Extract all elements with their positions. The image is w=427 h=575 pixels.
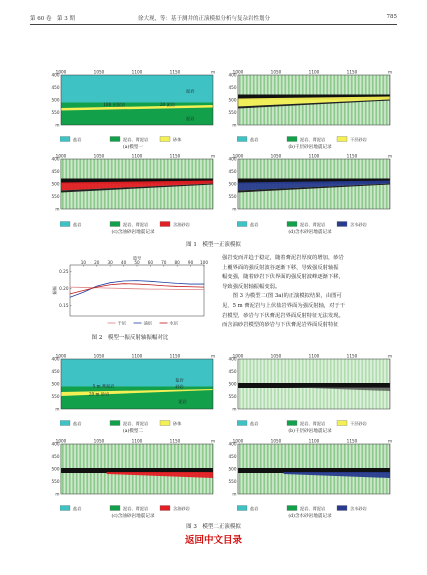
x-tick-label: 1150 [346, 153, 358, 159]
y-tick-label: m [55, 491, 60, 497]
legend-label: 盐岩 [73, 421, 82, 426]
fig3-b-svg [225, 352, 395, 416]
x-tick-label: 1050 [93, 153, 105, 159]
legend-svg [237, 504, 387, 512]
fig2-svg [50, 256, 210, 330]
legend-svg [237, 419, 387, 427]
legend-swatch [287, 137, 297, 142]
legend-swatch [237, 222, 247, 227]
fig3-caption-b: (b)干层砂岩地震记录 [288, 429, 332, 434]
legend-label: 泥岩、膏泥岩 [123, 421, 149, 426]
body-line: 导致强反射轴振幅变弱。 [222, 283, 281, 290]
y-tick-label: m [55, 206, 60, 212]
legend-swatch [60, 137, 70, 142]
x-tick-label: 1000 [232, 153, 244, 159]
x-tick-label: 1100 [308, 69, 320, 75]
fig1-legend-b [237, 135, 387, 143]
y-tick-label: 550 [228, 478, 237, 484]
legend-label: 干层砂岩 [350, 421, 367, 426]
x-tick-label: 70 [161, 259, 167, 265]
x-tick-label: 1000 [55, 153, 67, 159]
y-tick-label: 0.20 [59, 286, 69, 292]
x-tick-label: 1000 [232, 69, 244, 75]
fig1-legend-d [237, 220, 387, 228]
x-tick-label: m [387, 353, 393, 359]
legend-label: 含油砂岩 [173, 222, 190, 227]
legend-label: 盐岩 [73, 506, 82, 511]
x-tick-label: 1100 [131, 353, 143, 359]
legend-swatch [237, 421, 247, 426]
x-tick-label: 40 [120, 259, 127, 265]
y-tick-label: 500 [228, 97, 237, 103]
y-tick-label: 550 [51, 393, 60, 399]
x-tick-label: 20 [94, 259, 100, 265]
fig1-legend-c [60, 220, 210, 228]
model-layer-label: 20 泥岩 [159, 102, 175, 107]
legend-swatch [237, 137, 247, 142]
article-running-title: 徐大现，等：基于测井的正演模拟分析与复杂岩性划分 [138, 16, 271, 22]
legend-label: 油层 [143, 320, 152, 326]
legend-swatch [60, 421, 70, 426]
x-tick-label: 1050 [93, 438, 105, 444]
x-tick-label: 1150 [346, 438, 358, 444]
x-tick-label: 50 [134, 259, 140, 265]
legend-svg [237, 220, 387, 228]
x-tick-label: m [387, 438, 393, 444]
fig2-caption: 图 2 模型一振反射轴振幅对比 [91, 335, 169, 341]
fig1-a-svg [48, 68, 218, 132]
fig1-c-svg [48, 152, 218, 216]
legend-label: 盐岩 [250, 137, 259, 142]
journal-volume: 第 60 卷 第 3 期 [30, 16, 75, 22]
x-tick-label: 1100 [308, 438, 320, 444]
y-tick-label: 550 [51, 478, 60, 484]
legend-label: 泥岩、膏泥岩 [123, 137, 149, 142]
x-tick-label: 1050 [270, 438, 282, 444]
y-tick-label: 500 [228, 466, 237, 472]
y-tick-label: 450 [228, 453, 237, 459]
legend-label: 水层 [169, 320, 178, 326]
x-tick-label: 30 [107, 259, 113, 265]
y-tick-label: 550 [51, 109, 60, 115]
x-tick-label: 60 [147, 259, 154, 265]
model-layer-label: 泥岩 [186, 88, 195, 94]
legend-svg [60, 419, 210, 427]
back-to-contents-link[interactable]: 返回中文目录 [184, 535, 242, 546]
y-tick-label: 450 [51, 168, 60, 174]
fig1-b-svg [225, 68, 395, 132]
legend-svg [60, 504, 210, 512]
legend-swatch [160, 506, 170, 511]
fig3-caption-a: (a)模型二 [122, 429, 144, 434]
y-tick-label: m [232, 406, 237, 412]
legend-swatch [287, 222, 297, 227]
legend-label: 泥岩、膏泥岩 [300, 137, 326, 142]
fig3-legend-d [237, 504, 387, 512]
model-layer-label: 20 m 砂岩 [88, 391, 110, 397]
x-tick-label: m [210, 153, 216, 159]
fig1-caption-d: (d)含水砂岩地震记录 [288, 230, 332, 235]
model-layer-label: 泥岩 [178, 399, 187, 404]
page-number: 785 [386, 14, 397, 20]
x-tick-label: 1000 [232, 353, 244, 359]
x-tick-label: 1000 [232, 438, 244, 444]
y-tick-label: 400 [51, 156, 60, 162]
legend-swatch [110, 222, 120, 227]
y-tick-label: 550 [51, 193, 60, 199]
x-tick-label: m [387, 153, 393, 159]
y-tick-label: 400 [51, 356, 60, 362]
x-tick-label: 1100 [131, 69, 143, 75]
x-tick-label: 100 [200, 259, 208, 265]
legend-swatch [110, 421, 120, 426]
y-tick-label: 0.25 [59, 269, 69, 275]
legend-swatch [337, 137, 347, 142]
fig3-panel-b [225, 352, 395, 416]
y-tick-label: 400 [228, 441, 237, 447]
legend-swatch [287, 506, 297, 511]
fig3-caption-d: (d)含水砂岩地震记录 [288, 514, 332, 519]
y-tick-label: m [55, 406, 60, 412]
fig1-caption-a: (a)模型一 [122, 145, 144, 150]
header-rule [30, 24, 397, 25]
y-tick-label: 500 [228, 181, 237, 187]
y-tick-label: m [232, 122, 237, 128]
x-tick-label: 1150 [346, 69, 358, 75]
fig1-legend-a [60, 135, 210, 143]
fig3-legend-b [237, 419, 387, 427]
x-tick-label: 1050 [93, 353, 105, 359]
legend-swatch [160, 137, 170, 142]
y-tick-label: m [232, 491, 237, 497]
legend-label: 泥岩、膏泥岩 [300, 421, 326, 426]
x-tick-label: 1150 [169, 69, 181, 75]
y-tick-label: 450 [228, 368, 237, 374]
y-tick-label: 400 [51, 441, 60, 447]
fig1-caption-b: (b)干层砂岩地震记录 [288, 145, 332, 150]
y-axis-title: 振幅 [52, 286, 57, 295]
body-line: 见，5 m 膏泥岩与上伏盐岩界面为强反射轴，对于干 [222, 302, 345, 309]
x-tick-label: m [387, 69, 393, 75]
model-layer-label: 砂岩 [175, 384, 184, 389]
x-tick-label: m [210, 438, 216, 444]
fig3-panel-d [225, 437, 395, 501]
y-tick-label: 450 [51, 453, 60, 459]
y-tick-label: 450 [51, 368, 60, 374]
legend-swatch [337, 421, 347, 426]
fig3-panel-c [48, 437, 218, 501]
x-axis-title: 道号 [132, 256, 142, 261]
x-tick-label: 1100 [308, 153, 320, 159]
y-tick-label: 400 [228, 72, 237, 78]
legend-swatch [337, 506, 347, 511]
legend-swatch [160, 421, 170, 426]
y-tick-label: 450 [51, 84, 60, 90]
fig3-legend-a [60, 419, 210, 427]
body-text [222, 254, 397, 331]
y-tick-label: 500 [51, 466, 60, 472]
fig1-panel-b [225, 68, 395, 132]
body-line: 上覆界面的强反射波谷逐渐下移，导致强反射轴振 [222, 264, 339, 271]
x-tick-label: 1050 [270, 353, 282, 359]
legend-label: 泥岩、膏泥岩 [123, 506, 149, 511]
fig2-amplitude-chart [50, 256, 210, 330]
x-tick-label: 1150 [169, 353, 181, 359]
x-tick-label: 1050 [270, 153, 282, 159]
body-line: 强岩变而并趋于稳定，随着膏泥岩厚度的增加，砂岩 [222, 255, 344, 261]
body-line: 岩模型，砂岩与下伏膏泥岩界面反射特征无法发现。 [222, 312, 344, 319]
legend-swatch [237, 506, 247, 511]
x-tick-label: 1050 [270, 69, 282, 75]
x-tick-label: 80 [174, 259, 180, 265]
legend-svg [60, 220, 210, 228]
plot-frame [70, 265, 204, 316]
y-tick-label: 450 [228, 84, 237, 90]
legend-swatch [287, 421, 297, 426]
y-tick-label: 500 [51, 381, 60, 387]
y-tick-label: 0.15 [59, 303, 69, 309]
x-tick-label: 1150 [346, 353, 358, 359]
x-tick-label: 1100 [131, 438, 143, 444]
x-tick-label: 1100 [131, 153, 143, 159]
fig3-caption-c: (c)含油砂岩地震记录 [111, 514, 155, 519]
legend-swatch [60, 222, 70, 227]
x-tick-label: 1050 [93, 69, 105, 75]
y-tick-label: m [55, 122, 60, 128]
legend-label: 含水砂岩 [350, 506, 367, 511]
x-tick-label: 1150 [169, 438, 181, 444]
fig1-d-svg [225, 152, 395, 216]
fig2-legend [108, 320, 179, 327]
model-layer-label: 5 m 膏泥岩 [92, 383, 115, 389]
x-tick-label: 1000 [55, 69, 67, 75]
legend-label: 泥岩、膏泥岩 [123, 222, 149, 227]
fig3-d-svg [225, 437, 395, 501]
fig3-a-svg [48, 352, 218, 416]
y-tick-label: m [232, 206, 237, 212]
fig3-panel-a [48, 352, 218, 416]
legend-label: 盐岩 [250, 222, 259, 227]
legend-swatch [110, 506, 120, 511]
y-tick-label: 550 [228, 193, 237, 199]
legend-label: 干层砂岩 [350, 137, 367, 142]
x-tick-label: 1000 [55, 438, 67, 444]
running-header [30, 14, 397, 24]
legend-label: 盐岩 [250, 506, 259, 511]
x-tick-label: m [210, 69, 216, 75]
fig1-panel-d [225, 152, 395, 216]
y-tick-label: 500 [51, 181, 60, 187]
legend-label: 含水砂岩 [350, 222, 367, 227]
y-tick-label: 400 [228, 156, 237, 162]
legend-label: 盐岩 [250, 421, 259, 426]
legend-label: 盐岩 [73, 137, 82, 142]
legend-label: 泥岩、膏泥岩 [300, 222, 326, 227]
x-tick-label: 1100 [308, 353, 320, 359]
legend-svg [237, 135, 387, 143]
x-tick-label: 10 [80, 259, 87, 265]
legend-label: 泥岩、膏泥岩 [300, 506, 326, 511]
model-layer-label: 盐岩 [175, 377, 184, 383]
model-layer-label: 泥岩 [186, 116, 195, 121]
legend-label: 干层 [117, 320, 126, 326]
legend-swatch [110, 137, 120, 142]
legend-swatch [60, 506, 70, 511]
fig1-panel-c [48, 152, 218, 216]
legend-swatch [337, 222, 347, 227]
legend-label: 含油砂岩 [173, 506, 190, 511]
y-tick-label: 400 [228, 356, 237, 362]
body-line: 幅变强，随着砂岩下伏界面的强反射波峰逐渐下移， [222, 274, 344, 281]
body-line: 而含油砂岩模型的砂岩与下伏膏泥岩界面反射特征 [222, 322, 339, 329]
y-tick-label: 400 [51, 72, 60, 78]
legend-svg [60, 135, 210, 143]
y-tick-label: 550 [228, 109, 237, 115]
legend-swatch [160, 222, 170, 227]
legend-label: 砂体 [173, 421, 182, 426]
x-tick-label: 90 [187, 259, 194, 265]
fig1-caption: 图 1 模型一正演模拟 [186, 242, 241, 248]
x-tick-label: 1150 [169, 153, 181, 159]
x-tick-label: 1000 [55, 353, 67, 359]
body-line: 图 3 为模型二(图 3a)的正演模拟结果，由图可 [222, 293, 342, 300]
y-tick-label: 450 [228, 168, 237, 174]
y-tick-label: 550 [228, 393, 237, 399]
fig3-legend-c [60, 504, 210, 512]
legend-label: 盐岩 [73, 222, 82, 227]
legend-label: 砂体 [173, 137, 182, 142]
model-layer-label: 100 层泥岩 [103, 102, 126, 107]
y-tick-label: 500 [228, 381, 237, 387]
y-tick-label: 500 [51, 97, 60, 103]
fig1-panel-a [48, 68, 218, 132]
fig1-caption-c: (c)含油砂岩地震记录 [111, 230, 155, 235]
fig3-caption: 图 3 模型二正演模拟 [186, 524, 241, 530]
x-tick-label: m [210, 353, 216, 359]
fig3-c-svg [48, 437, 218, 501]
